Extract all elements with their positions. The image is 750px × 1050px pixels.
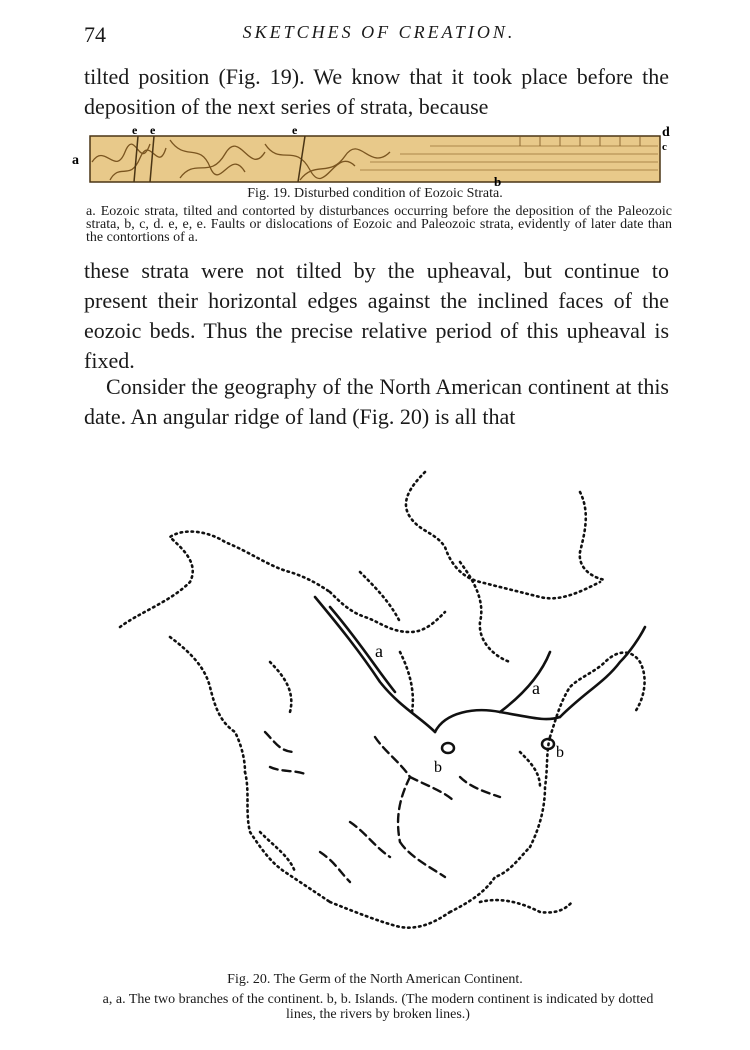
fig19-strata-illustration xyxy=(70,122,675,188)
running-title: SKETCHES OF CREATION. xyxy=(242,22,516,42)
label-e2: e xyxy=(150,123,156,137)
fig19-caption: Fig. 19. Disturbed condition of Eozoic Strata. xyxy=(247,186,503,201)
fig19-legend: a. Eozoic strata, tilted and contorted by disturbances occurring before the deposition of the Paleozoic strata, b, c, d. e, e, e. Faults or dislocations of Eozoic and Paleozoic strata, evidently of later date than the contortions of a. xyxy=(86,204,672,245)
page-header xyxy=(84,22,674,48)
strata-block xyxy=(90,136,660,182)
label-b: b xyxy=(494,174,502,188)
paragraph-1: tilted position (Fig. 19). We know that it took place before the deposition of the next series of strata, because xyxy=(84,64,669,119)
fig20-continent-map xyxy=(100,452,660,942)
label-a2: a xyxy=(532,678,540,698)
label-a1: a xyxy=(375,641,383,661)
label-c: c xyxy=(662,141,667,153)
label-a: a xyxy=(72,153,79,168)
rivers xyxy=(265,732,500,882)
label-d: d xyxy=(662,125,670,140)
label-e3: e xyxy=(292,123,298,137)
island-b1 xyxy=(442,743,454,753)
label-b2: b xyxy=(556,744,564,761)
paragraph-3: Consider the geography of the North American continent at this date. An angular ridge of land (Fig. 20) is all that xyxy=(84,374,669,429)
fig20-caption: Fig. 20. The Germ of the North American Continent. xyxy=(227,972,523,987)
label-e1: e xyxy=(132,123,138,137)
page-number: 74 xyxy=(84,22,106,47)
paragraph-2: these strata were not tilted by the upheaval, but continue to present their horizontal edges against the inclined faces of the eozoic beds. Thus the precise relative period of this upheaval is fixed. xyxy=(84,258,669,373)
label-b1: b xyxy=(434,759,442,776)
modern-coastline xyxy=(120,472,645,928)
fig20-legend: a, a. The two branches of the continent. b, b. Islands. (The modern continent is indicated by dotted lines, the rivers by broken lines.) xyxy=(102,992,654,1022)
